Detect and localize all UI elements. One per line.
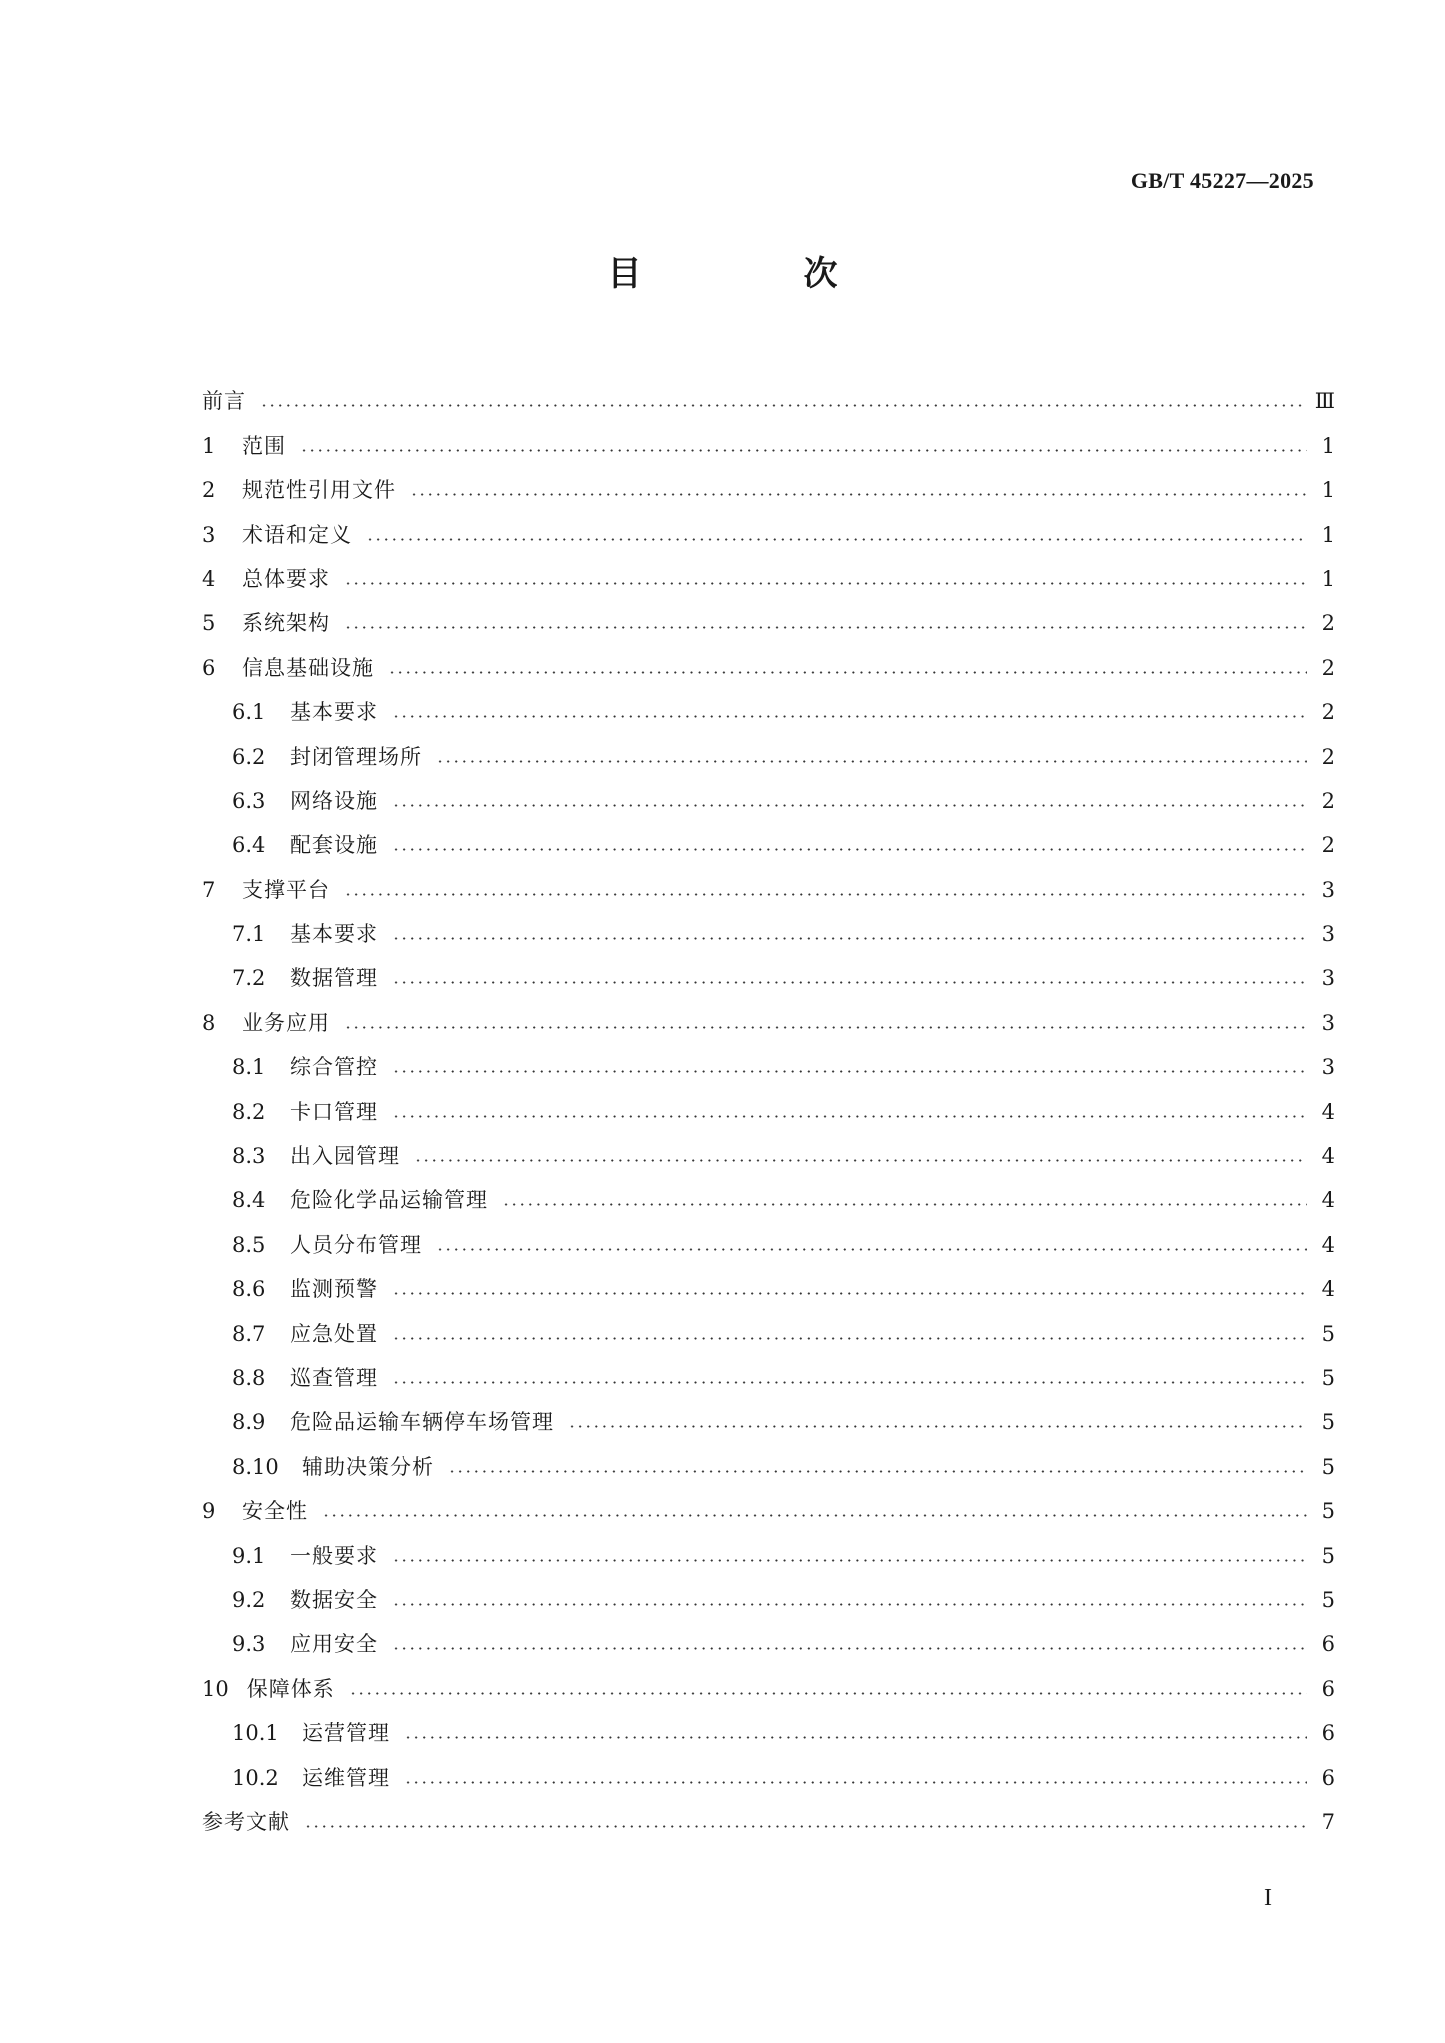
toc-entry[interactable] xyxy=(202,1300,1335,1344)
toc-entry-number: 3 xyxy=(202,522,216,547)
toc-entry-label: 系统架构 xyxy=(242,611,330,636)
toc-entry-number: 9.3 xyxy=(232,1632,266,1657)
dot-leader xyxy=(392,804,1307,807)
toc-entry-page: 6 xyxy=(1321,1676,1335,1701)
toc-entry[interactable] xyxy=(202,1567,1335,1611)
toc-entry[interactable] xyxy=(202,1655,1335,1699)
toc-entry-number: 6 xyxy=(202,655,216,680)
toc-entry[interactable] xyxy=(202,590,1335,634)
toc-entry-label: 应急处置 xyxy=(290,1321,378,1346)
toc-entry-number: 7.2 xyxy=(232,966,266,991)
dot-leader xyxy=(404,1736,1307,1739)
toc-entry-label: 前言 xyxy=(202,389,246,414)
toc-entry-label: 网络设施 xyxy=(290,788,378,813)
dot-leader xyxy=(304,1825,1307,1828)
toc-entry-label: 卡口管理 xyxy=(290,1099,378,1124)
dot-leader xyxy=(392,1647,1307,1650)
dot-leader xyxy=(392,1603,1307,1606)
toc-entry[interactable] xyxy=(202,1611,1335,1655)
toc-entry[interactable] xyxy=(202,812,1335,856)
dot-leader xyxy=(344,582,1307,585)
toc-entry-page: 5 xyxy=(1321,1365,1335,1390)
toc-entry-label: 应用安全 xyxy=(290,1632,378,1657)
toc-entry-page: 6 xyxy=(1321,1632,1335,1657)
toc-entry-label: 巡查管理 xyxy=(290,1365,378,1390)
toc-entry-page: 2 xyxy=(1321,833,1335,858)
toc-entry-label: 支撑平台 xyxy=(242,877,330,902)
dot-leader xyxy=(344,626,1307,629)
toc-entry-page: 4 xyxy=(1321,1232,1335,1257)
dot-leader xyxy=(260,404,1305,407)
table-of-contents xyxy=(202,368,1335,1833)
toc-entry-number: 8.2 xyxy=(232,1099,266,1124)
toc-entry[interactable] xyxy=(202,1433,1335,1477)
dot-leader xyxy=(388,671,1307,674)
dot-leader xyxy=(300,449,1307,452)
toc-entry[interactable] xyxy=(202,901,1335,945)
toc-entry-number: 4 xyxy=(202,566,216,591)
toc-entry[interactable] xyxy=(202,1256,1335,1300)
toc-entry-number: 9 xyxy=(202,1499,216,1524)
dot-leader xyxy=(568,1425,1307,1428)
toc-entry-number: 8.10 xyxy=(232,1454,279,1479)
toc-entry-page: 5 xyxy=(1321,1499,1335,1524)
toc-entry-number: 6.3 xyxy=(232,788,266,813)
dot-leader xyxy=(392,981,1307,984)
toc-entry-page: 5 xyxy=(1321,1321,1335,1346)
dot-leader xyxy=(392,848,1307,851)
toc-entry[interactable] xyxy=(202,1522,1335,1566)
dot-leader xyxy=(392,937,1307,940)
toc-entry-page: 2 xyxy=(1321,788,1335,813)
toc-entry-label: 安全性 xyxy=(242,1499,308,1524)
toc-entry-number: 8.7 xyxy=(232,1321,266,1346)
toc-entry[interactable] xyxy=(202,1478,1335,1522)
toc-entry-page: 4 xyxy=(1321,1188,1335,1213)
toc-entry[interactable] xyxy=(202,945,1335,989)
dot-leader xyxy=(448,1470,1307,1473)
dot-leader xyxy=(366,538,1307,541)
toc-entry-number: 8.5 xyxy=(232,1232,266,1257)
toc-entry[interactable] xyxy=(202,723,1335,767)
toc-entry-page: 7 xyxy=(1321,1809,1335,1834)
toc-entry-label: 配套设施 xyxy=(290,833,378,858)
toc-entry-page: 3 xyxy=(1321,877,1335,902)
toc-entry-number: 9.1 xyxy=(232,1543,266,1568)
toc-entry-page: 1 xyxy=(1321,522,1335,547)
toc-entry-number: 10 xyxy=(202,1676,229,1701)
dot-leader xyxy=(404,1781,1307,1784)
toc-entry-page: 3 xyxy=(1321,1055,1335,1080)
toc-entry-page: 2 xyxy=(1321,655,1335,680)
dot-leader xyxy=(392,1292,1307,1295)
toc-entry[interactable] xyxy=(202,1345,1335,1389)
toc-entry-label: 业务应用 xyxy=(242,1010,330,1035)
toc-entry-number: 2 xyxy=(202,478,216,503)
toc-entry-number: 8.3 xyxy=(232,1144,266,1169)
toc-entry-page: 2 xyxy=(1321,611,1335,636)
toc-entry-label: 综合管控 xyxy=(290,1055,378,1080)
toc-entry[interactable] xyxy=(202,679,1335,723)
toc-entry[interactable] xyxy=(202,1789,1335,1833)
toc-entry[interactable] xyxy=(202,1123,1335,1167)
toc-entry-label: 数据管理 xyxy=(290,966,378,991)
toc-entry-number: 6.1 xyxy=(232,700,266,725)
toc-entry-label: 危险化学品运输管理 xyxy=(290,1188,488,1213)
toc-entry[interactable] xyxy=(202,501,1335,545)
dot-leader xyxy=(322,1514,1307,1517)
toc-entry[interactable] xyxy=(202,1700,1335,1744)
toc-entry-page: 2 xyxy=(1321,744,1335,769)
dot-leader xyxy=(392,1559,1307,1562)
toc-entry-page: 4 xyxy=(1321,1144,1335,1169)
dot-leader xyxy=(392,1337,1307,1340)
toc-entry-page: 1 xyxy=(1321,478,1335,503)
dot-leader xyxy=(392,1381,1307,1384)
toc-entry-page: 3 xyxy=(1321,1010,1335,1035)
toc-entry-page: Ⅲ xyxy=(1314,389,1335,414)
toc-entry-label: 参考文献 xyxy=(202,1809,290,1834)
toc-entry-number: 6.2 xyxy=(232,744,266,769)
toc-entry-label: 规范性引用文件 xyxy=(242,478,396,503)
toc-entry-number: 8.4 xyxy=(232,1188,266,1213)
toc-entry-label: 辅助决策分析 xyxy=(302,1454,434,1479)
toc-entry-number: 1 xyxy=(202,433,216,458)
toc-entry-label: 运营管理 xyxy=(302,1721,390,1746)
toc-entry-label: 术语和定义 xyxy=(242,522,352,547)
toc-entry[interactable] xyxy=(202,768,1335,812)
toc-entry[interactable] xyxy=(202,634,1335,678)
toc-entry[interactable] xyxy=(202,1167,1335,1211)
toc-entry[interactable] xyxy=(202,368,1335,412)
toc-entry-page: 3 xyxy=(1321,966,1335,991)
toc-entry-number: 8 xyxy=(202,1010,216,1035)
toc-entry-number: 8.8 xyxy=(232,1365,266,1390)
toc-entry-page: 6 xyxy=(1321,1721,1335,1746)
toc-entry-page: 5 xyxy=(1321,1543,1335,1568)
toc-entry-page: 3 xyxy=(1321,922,1335,947)
toc-entry-number: 8.6 xyxy=(232,1277,266,1302)
toc-entry-page: 1 xyxy=(1321,566,1335,591)
toc-entry[interactable] xyxy=(202,1211,1335,1255)
page-title: 目 次 xyxy=(607,254,902,294)
toc-entry-page: 5 xyxy=(1321,1410,1335,1435)
dot-leader xyxy=(392,1115,1307,1118)
toc-entry[interactable] xyxy=(202,1389,1335,1433)
toc-entry-label: 范围 xyxy=(242,433,286,458)
toc-entry[interactable] xyxy=(202,989,1335,1033)
toc-entry[interactable] xyxy=(202,1078,1335,1122)
toc-entry-number: 6.4 xyxy=(232,833,266,858)
toc-entry-number: 8.1 xyxy=(232,1055,266,1080)
toc-entry-label: 保障体系 xyxy=(246,1676,335,1701)
toc-entry-label: 封闭管理场所 xyxy=(290,744,422,769)
toc-entry[interactable] xyxy=(202,1744,1335,1788)
toc-entry-label: 监测预警 xyxy=(290,1277,378,1302)
dot-leader xyxy=(436,760,1307,763)
dot-leader xyxy=(414,1159,1307,1162)
toc-entry-page: 4 xyxy=(1321,1099,1335,1124)
toc-entry-label: 一般要求 xyxy=(290,1543,378,1568)
toc-entry-label: 信息基础设施 xyxy=(242,655,374,680)
standard-number: GB/T 45227—2025 xyxy=(1130,168,1314,193)
toc-entry-label: 总体要求 xyxy=(242,566,330,591)
toc-entry-label: 人员分布管理 xyxy=(290,1232,422,1257)
dot-leader xyxy=(344,893,1307,896)
toc-entry-page: 5 xyxy=(1321,1454,1335,1479)
toc-entry-page: 2 xyxy=(1321,700,1335,725)
toc-entry[interactable] xyxy=(202,546,1335,590)
toc-entry-label: 危险品运输车辆停车场管理 xyxy=(290,1410,554,1435)
dot-leader xyxy=(410,493,1307,496)
toc-entry-label: 运维管理 xyxy=(302,1765,390,1790)
dot-leader xyxy=(392,715,1307,718)
dot-leader xyxy=(344,1026,1307,1029)
toc-entry-number: 5 xyxy=(202,611,216,636)
toc-entry-number: 8.9 xyxy=(232,1410,266,1435)
toc-entry[interactable] xyxy=(202,457,1335,501)
toc-entry[interactable] xyxy=(202,1034,1335,1078)
toc-entry[interactable] xyxy=(202,412,1335,456)
dot-leader xyxy=(349,1692,1307,1695)
toc-entry-number: 7.1 xyxy=(232,922,266,947)
toc-entry-page: 5 xyxy=(1321,1587,1335,1612)
toc-entry-label: 数据安全 xyxy=(290,1587,378,1612)
toc-entry-label: 基本要求 xyxy=(290,700,378,725)
toc-entry[interactable] xyxy=(202,856,1335,900)
toc-entry-page: 1 xyxy=(1321,433,1335,458)
toc-entry-number: 7 xyxy=(202,877,216,902)
dot-leader xyxy=(502,1203,1307,1206)
toc-entry-number: 10.2 xyxy=(232,1765,279,1790)
toc-entry-page: 6 xyxy=(1321,1765,1335,1790)
toc-entry-label: 基本要求 xyxy=(290,922,378,947)
toc-entry-label: 出入园管理 xyxy=(290,1144,400,1169)
dot-leader xyxy=(392,1070,1307,1073)
page-number: I xyxy=(1264,1885,1272,1911)
dot-leader xyxy=(436,1248,1307,1251)
toc-entry-number: 10.1 xyxy=(232,1721,279,1746)
toc-entry-page: 4 xyxy=(1321,1277,1335,1302)
toc-entry-number: 9.2 xyxy=(232,1587,266,1612)
